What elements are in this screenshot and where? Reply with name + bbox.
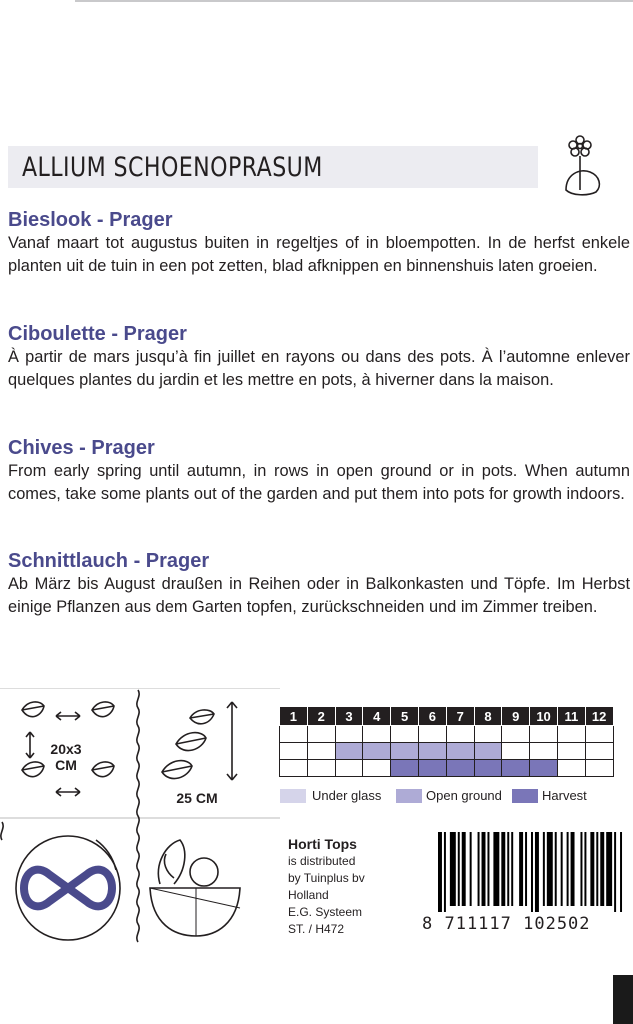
section-french	[8, 322, 630, 392]
calendar-cell	[557, 760, 585, 777]
calendar-cell	[474, 760, 502, 777]
distributor-line: E.G. Systeem	[288, 905, 363, 919]
barcode-bar	[462, 832, 466, 906]
section-title: Ciboulette - Prager	[8, 323, 187, 345]
calendar-cell	[557, 743, 585, 760]
spacing-unit: CM	[55, 757, 77, 773]
calendar-cell	[530, 726, 558, 743]
calendar-month: 1	[280, 707, 308, 726]
section-german	[8, 549, 630, 619]
calendar-row-under-glass	[280, 726, 614, 743]
section-title: Bieslook - Prager	[8, 209, 173, 231]
barcode-bar	[531, 832, 533, 912]
calendar-cell	[585, 760, 613, 777]
calendar-cell	[585, 726, 613, 743]
barcode-bar	[584, 832, 586, 906]
barcode-bar	[487, 832, 489, 906]
calendar-cell	[280, 760, 308, 777]
legend-label: Under glass	[312, 788, 382, 803]
barcode-bar	[590, 832, 594, 906]
calendar-month: 10	[530, 707, 558, 726]
barcode-bar	[567, 832, 569, 906]
spacing-label	[44, 741, 88, 773]
calendar-cell	[391, 760, 419, 777]
calendar-cell	[418, 726, 446, 743]
distributor-line: ST. / H472	[288, 922, 345, 936]
flower-logo-icon	[558, 130, 610, 198]
sowing-calendar	[279, 706, 614, 777]
barcode-bar	[571, 832, 575, 906]
distributor-line: by Tuinplus bv	[288, 871, 365, 885]
barcode-bar	[458, 832, 460, 906]
distributor-info	[288, 836, 365, 938]
pictogram-grid	[0, 688, 280, 958]
calendar-cell	[280, 726, 308, 743]
barcode-bar	[606, 832, 612, 906]
calendar-cell	[474, 743, 502, 760]
section-body: From early spring until autumn, in rows in open ground or in pots. When autumn comes, take some plants out of the garden and put them into pots for growth indoors.	[8, 462, 630, 503]
barcode-bar	[482, 832, 486, 906]
barcode-bar	[501, 832, 505, 906]
barcode-bar	[438, 832, 442, 912]
legend-harvest	[512, 788, 587, 803]
calendar-cell	[502, 760, 530, 777]
barcode-bar	[519, 832, 523, 906]
calendar-month: 4	[363, 707, 391, 726]
section-dutch	[8, 208, 630, 278]
calendar-cell	[307, 743, 335, 760]
calendar-month: 2	[307, 707, 335, 726]
calendar-cell	[280, 743, 308, 760]
calendar-cell	[446, 743, 474, 760]
barcode-bar	[535, 832, 539, 912]
calendar-cell	[307, 760, 335, 777]
calendar-month-header	[280, 707, 614, 726]
calendar-cell	[530, 743, 558, 760]
calendar-cell	[363, 726, 391, 743]
legend-open-ground	[396, 788, 502, 803]
barcode-bar	[507, 832, 509, 906]
calendar-cell	[418, 760, 446, 777]
barcode-bar	[547, 832, 553, 906]
distributor-line: is distributed	[288, 854, 356, 868]
calendar-month: 5	[391, 707, 419, 726]
section-title: Schnittlauch - Prager	[8, 550, 210, 572]
legend-label: Open ground	[426, 788, 502, 803]
calendar-cell	[363, 760, 391, 777]
calendar-cell	[335, 726, 363, 743]
barcode-number: 8 711117 102502	[422, 914, 591, 934]
barcode-bar	[543, 832, 545, 906]
legend-swatch	[280, 789, 306, 803]
calendar-cell	[502, 726, 530, 743]
legend-under-glass	[280, 788, 381, 803]
calendar-cell	[557, 726, 585, 743]
calendar-month: 6	[418, 707, 446, 726]
barcode-bar	[620, 832, 622, 912]
calendar-cell	[585, 743, 613, 760]
barcode-bar	[596, 832, 598, 906]
legend-label: Harvest	[542, 788, 587, 803]
calendar-cell	[363, 743, 391, 760]
calendar-cell	[530, 760, 558, 777]
calendar-month: 8	[474, 707, 502, 726]
barcode-bar	[525, 832, 527, 906]
calendar-month: 7	[446, 707, 474, 726]
calendar-row-open-ground	[280, 743, 614, 760]
barcode-bar	[493, 832, 499, 906]
barcode-bar	[561, 832, 563, 906]
section-body: À partir de mars jusqu’à fin juillet en rayons ou dans des pots. À l’automne enlever quelques plantes du jardin et les mettre en pots, à hiverner dans la maison.	[8, 348, 630, 389]
calendar-month: 9	[502, 707, 530, 726]
barcode-bar	[450, 832, 456, 906]
section-body: Ab März bis August draußen in Reihen oder in Balkonkasten und Töpfe. Im Herbst einige Pflanzen aus dem Garten topfen, zurückschneiden und im Zimmer treiben.	[8, 575, 630, 616]
calendar-month: 12	[585, 707, 613, 726]
spacing-value: 20x3	[50, 741, 82, 757]
barcode-bar	[444, 832, 446, 912]
calendar-cell	[446, 760, 474, 777]
calendar-cell	[335, 760, 363, 777]
barcode-bar	[478, 832, 480, 906]
calendar-cell	[502, 743, 530, 760]
calendar-cell	[391, 743, 419, 760]
legend-swatch	[396, 789, 422, 803]
barcode-bar	[614, 832, 616, 912]
section-title: Chives - Prager	[8, 437, 155, 459]
barcode-bar	[580, 832, 582, 906]
distributor-line: Holland	[288, 888, 329, 902]
barcode	[438, 832, 624, 912]
calendar-cell	[391, 726, 419, 743]
barcode-bar	[511, 832, 513, 906]
section-body: Vanaf maart tot augustus buiten in regeltjes of in bloempotten. In de herfst enkele planten uit de tuin in een pot zetten, blad afknippen en binnenshuis laten groeien.	[8, 234, 630, 275]
barcode-bar	[470, 832, 472, 906]
legend-swatch	[512, 789, 538, 803]
barcode-bar	[555, 832, 557, 906]
calendar-cell	[418, 743, 446, 760]
calendar-row-harvest	[280, 760, 614, 777]
brand-name: Horti Tops	[288, 836, 357, 852]
calendar-month: 11	[557, 707, 585, 726]
calendar-cell	[307, 726, 335, 743]
calendar-cell	[474, 726, 502, 743]
height-label: 25 CM	[176, 790, 218, 806]
calendar-month: 3	[335, 707, 363, 726]
top-border-line	[75, 0, 633, 2]
barcode-bar	[600, 832, 604, 906]
calendar-cell	[335, 743, 363, 760]
edge-tab	[613, 975, 633, 1024]
section-english	[8, 436, 630, 506]
calendar-cell	[446, 726, 474, 743]
latin-name-title: ALLIUM SCHOENOPRASUM	[22, 152, 323, 183]
